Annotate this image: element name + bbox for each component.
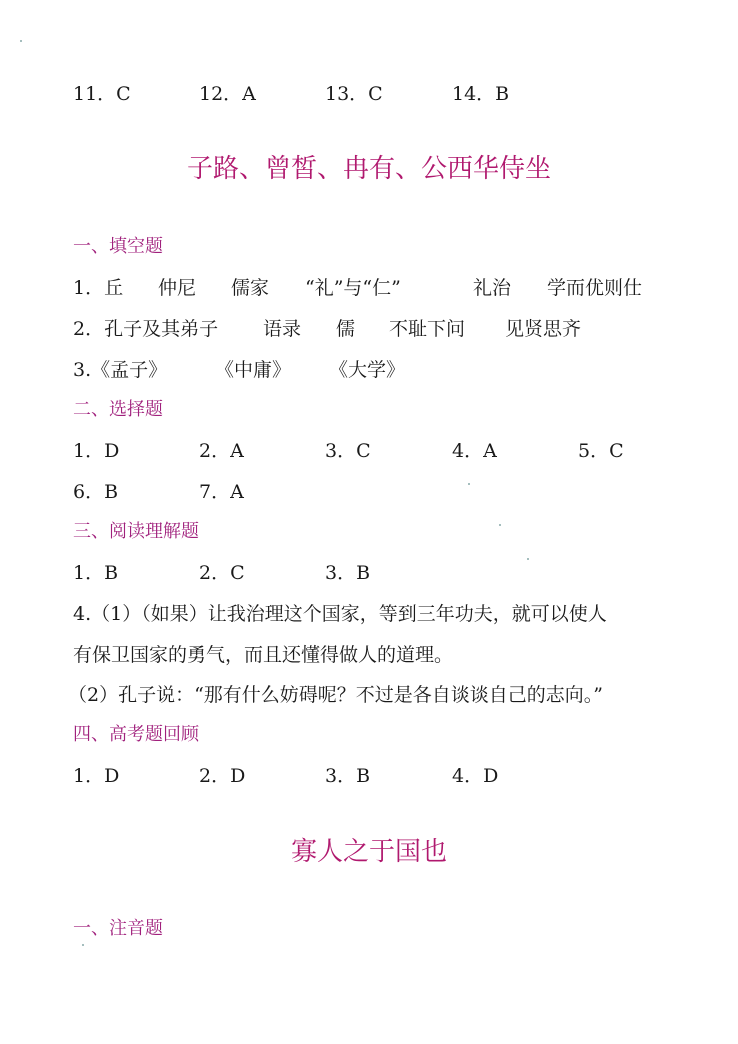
answer-segment: 3.《孟子》 <box>73 359 168 381</box>
scan-speck <box>468 483 470 485</box>
answer-item: 13．C <box>325 83 383 105</box>
choice-header: 二、选择题 <box>73 399 163 420</box>
reading-answer-4-line-1: 4.（1）（如果）让我治理这个国家，等到三年功夫，就可以使人 <box>73 603 607 625</box>
answer-segment: 语录 <box>263 318 302 340</box>
answer-item: 3．B <box>325 765 371 787</box>
section-title: 子路、曾皙、冉有、公西华侍坐 <box>186 154 551 184</box>
scan-speck <box>82 944 84 946</box>
answer-segment: 1．丘 <box>73 277 124 299</box>
answer-segment: 见贤思齐 <box>505 318 582 340</box>
reading-header: 三、阅读理解题 <box>73 521 199 542</box>
scan-speck <box>20 40 22 42</box>
fill-blank-header: 一、填空题 <box>73 236 163 257</box>
scan-speck <box>527 558 529 560</box>
answer-item: 3．B <box>325 562 371 584</box>
answer-segment: 儒家 <box>231 277 270 299</box>
answer-item: 1．D <box>73 765 120 787</box>
answer-segment: “礼”与“仁” <box>305 277 401 299</box>
reading-answer-4-line-2: 有保卫国家的勇气，而且还懂得做人的道理。 <box>73 644 454 666</box>
answer-item: 1．D <box>73 440 120 462</box>
answer-item: 12．A <box>199 83 256 105</box>
gaokao-header: 四、高考题回顾 <box>73 724 199 745</box>
answer-item: 4．A <box>452 440 497 462</box>
answer-segment: 儒 <box>336 318 356 340</box>
answer-segment: 不耻下问 <box>389 318 466 340</box>
answer-item: 2．C <box>199 562 245 584</box>
answer-segment: 礼治 <box>473 277 512 299</box>
answer-item: 11．C <box>73 83 131 105</box>
scan-speck <box>499 524 501 526</box>
answer-item: 5．C <box>578 440 624 462</box>
reading-answer-4-line-3: （2）孔子说：“那有什么妨碍呢？不过是各自谈谈自己的志向。” <box>68 684 604 706</box>
answer-item: 7．A <box>199 481 244 503</box>
answer-item: 6．B <box>73 481 119 503</box>
answer-item: 14．B <box>452 83 510 105</box>
answer-segment: 仲尼 <box>158 277 197 299</box>
answer-item: 4．D <box>452 765 499 787</box>
answer-segment: 《大学》 <box>329 359 406 381</box>
phonetic-header: 一、注音题 <box>73 918 163 939</box>
answer-item: 3．C <box>325 440 371 462</box>
answer-item: 2．D <box>199 765 246 787</box>
answer-segment: 2．孔子及其弟子 <box>73 318 219 340</box>
answer-item: 1．B <box>73 562 119 584</box>
section-title: 寡人之于国也 <box>290 837 447 867</box>
answer-item: 2．A <box>199 440 244 462</box>
answer-segment: 学而优则仕 <box>547 277 643 299</box>
answer-segment: 《中庸》 <box>215 359 292 381</box>
